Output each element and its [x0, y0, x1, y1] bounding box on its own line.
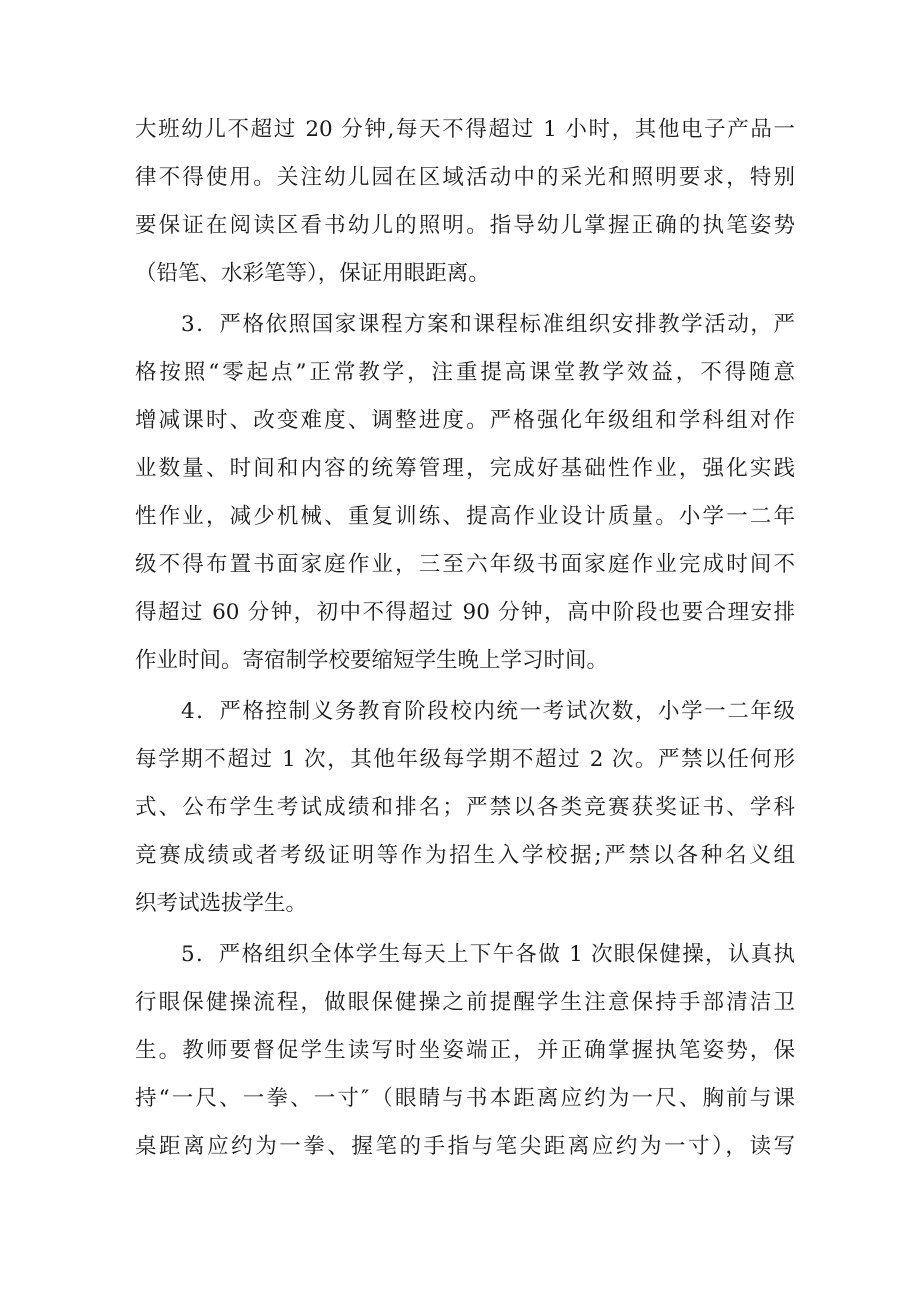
text-line: 得超过 60 分钟，初中不得超过 90 分钟，高中阶段也要合理安排 — [135, 600, 795, 625]
text-line: 律不得使用。关注幼儿园在区域活动中的采光和照明要求，特别 — [135, 165, 795, 190]
paragraph-4-first-line: 4．严格控制义务教育阶段校内统一考试次数，小学一二年级 — [181, 699, 795, 724]
text-line: 织考试选拔学生。 — [135, 891, 308, 916]
text-line: 桌距离应约为一拳、握笔的手指与笔尖距离应约为一寸），读写 — [135, 1134, 795, 1159]
text-line: 式、公布学生考试成绩和排名；严禁以各类竞赛获奖证书、学科 — [135, 795, 795, 820]
text-line: 每学期不超过 1 次，其他年级每学期不超过 2 次。严禁以任何形 — [135, 747, 795, 772]
text-line: 持“一尺、一拳、一寸″（眼睛与书本距离应约为一尺、胸前与课 — [135, 1086, 795, 1111]
text-line: 要保证在阅读区看书幼儿的照明。指导幼儿掌握正确的执笔姿势 — [135, 213, 795, 238]
text-line: 业数量、时间和内容的统筹管理，完成好基础性作业，强化实践 — [135, 456, 795, 481]
text-line: 性作业，减少机械、重复训练、提高作业设计质量。小学一二年 — [135, 504, 795, 529]
paragraph-5-first-line: 5．严格组织全体学生每天上下午各做 1 次眼保健操，认真执 — [181, 942, 795, 967]
text-line: 生。教师要督促学生读写时坐姿端正，并正确掌握执笔姿势，保 — [135, 1038, 795, 1063]
text-line: 大班幼儿不超过 20 分钟,每天不得超过 1 小时，其他电子产品一 — [135, 117, 795, 142]
text-line: 级不得布置书面家庭作业，三至六年级书面家庭作业完成时间不 — [135, 552, 795, 577]
text-line: 格按照“零起点”正常教学，注重提高课堂教学效益，不得随意 — [135, 360, 795, 385]
text-line: 增减课时、改变难度、调整进度。严格强化年级组和学科组对作 — [135, 408, 795, 433]
text-line: 行眼保健操流程，做眼保健操之前提醒学生注意保持手部清洁卫 — [135, 990, 795, 1015]
text-line: 竞赛成绩或者考级证明等作为招生入学校据;严禁以各种名义组 — [135, 843, 795, 868]
text-line: （铅笔、水彩笔等），保证用眼距离。 — [135, 261, 490, 286]
paragraph-3-first-line: 3．严格依照国家课程方案和课程标准组织安排教学活动，严 — [181, 312, 795, 337]
text-line: 作业时间。寄宿制学校要缩短学生晚上学习时间。 — [135, 648, 609, 673]
